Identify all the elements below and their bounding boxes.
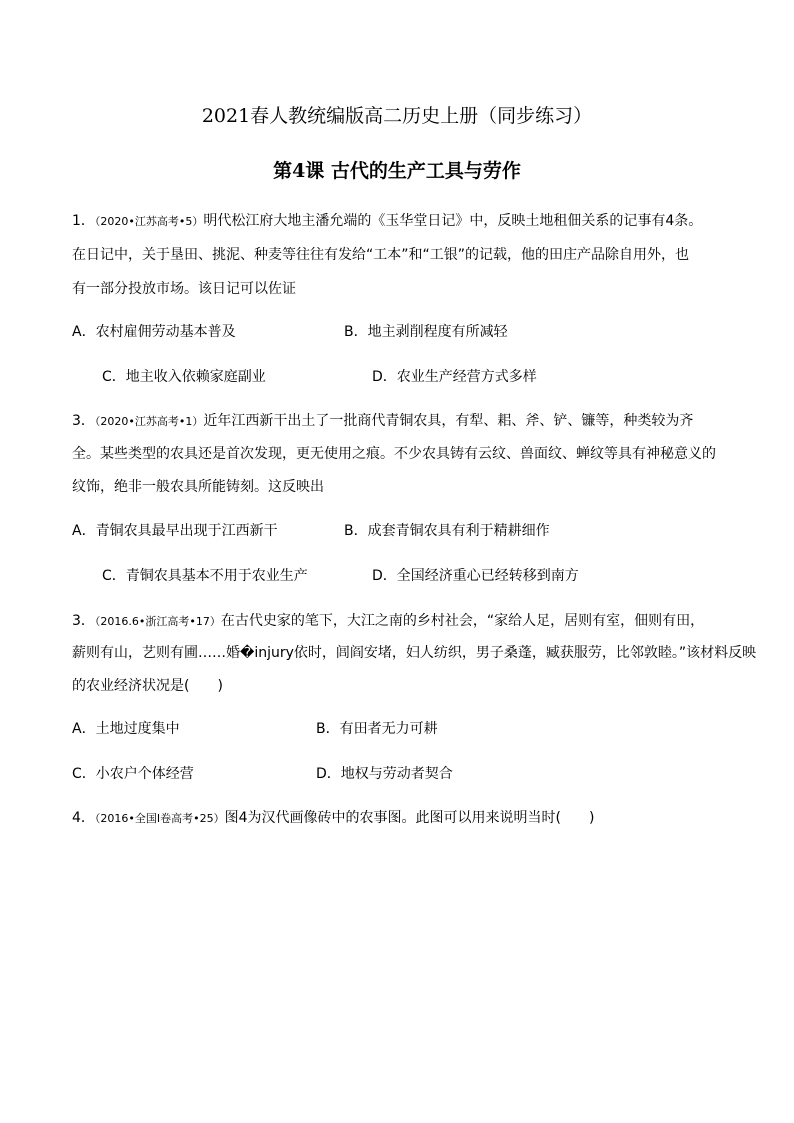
question-text: 在古代史家的笔下，大江之南的乡村社会，“家给人足，居则有室，佃则有田，	[220, 613, 705, 629]
question-3-line-3: 的农业经济状况是( )	[72, 678, 223, 694]
question-2-line-1	[72, 412, 693, 431]
lesson-title: 第4课 古代的生产工具与劳作	[273, 160, 521, 182]
question-1-option-b: B．地主剥削程度有所减轻	[344, 324, 508, 340]
question-1-line-1	[72, 212, 702, 231]
question-source: （2016•全国Ⅰ卷高考•25）	[94, 812, 225, 825]
question-text: 图4为汉代画像砖中的农事图。此图可以用来说明当时( )	[224, 810, 595, 826]
question-3-option-c: C．小农户个体经营	[72, 766, 194, 782]
question-1-option-c: C．地主收入依赖家庭副业	[102, 369, 266, 385]
question-text: 近年江西新干出土了一批商代青铜农具，有犁、耜、斧、铲、镰等，种类较为齐	[203, 413, 694, 429]
document-title: 2021春人教统编版高二历史上册（同步练习）	[201, 105, 593, 127]
question-3-line-2: 薪则有山，艺则有圃……婚�injury依时，闾阎安堵，妇人纺织，男子桑蓬，臧获服劳，比邻敦睦。”该材料反映	[72, 645, 757, 661]
question-1-line-3: 有一部分投放市场。该日记可以佐证	[72, 281, 296, 297]
question-2-option-d: D．全国经济重心已经转移到南方	[372, 568, 579, 584]
question-2-line-2: 全。某些类型的农具还是首次发现，更无使用之痕。不少农具铸有云纹、兽面纹、蝉纹等具有神秘意义的	[72, 446, 716, 462]
question-1-option-d: D．农业生产经营方式多样	[372, 369, 537, 385]
question-number: 3．	[72, 413, 95, 429]
question-source: （2020•江苏高考•1）	[94, 415, 204, 428]
question-3-line-1	[72, 612, 704, 631]
question-3-option-a: A．土地过度集中	[72, 721, 180, 737]
question-2-option-b: B．成套青铜农具有利于精耕细作	[344, 523, 550, 539]
question-text: 明代松江府大地主潘允端的《玉华堂日记》中，反映土地租佃关系的记事有4条。	[203, 213, 703, 229]
question-source: （2016.6•浙江高考•17）	[94, 615, 221, 628]
question-4-line-1	[72, 809, 594, 828]
question-number: 1．	[72, 213, 95, 229]
question-2-option-c: C．青铜农具基本不用于农业生产	[102, 568, 308, 584]
question-source: （2020•江苏高考•5）	[94, 215, 204, 228]
question-3-option-b: B．有田者无力可耕	[316, 721, 438, 737]
question-2-option-a: A．青铜农具最早出现于江西新干	[72, 523, 278, 539]
question-2-line-3: 纹饰，绝非一般农具所能铸刻。这反映出	[72, 479, 324, 495]
question-1-line-2: 在日记中，关于垦田、挑泥、种麦等往往有发给“工本”和“工银”的记载，他的田庄产品除自用外，也	[72, 247, 690, 263]
question-number: 3．	[72, 613, 95, 629]
question-number: 4．	[72, 810, 95, 826]
question-1-option-a: A．农村雇佣劳动基本普及	[72, 324, 236, 340]
question-3-option-d: D．地权与劳动者契合	[316, 766, 453, 782]
